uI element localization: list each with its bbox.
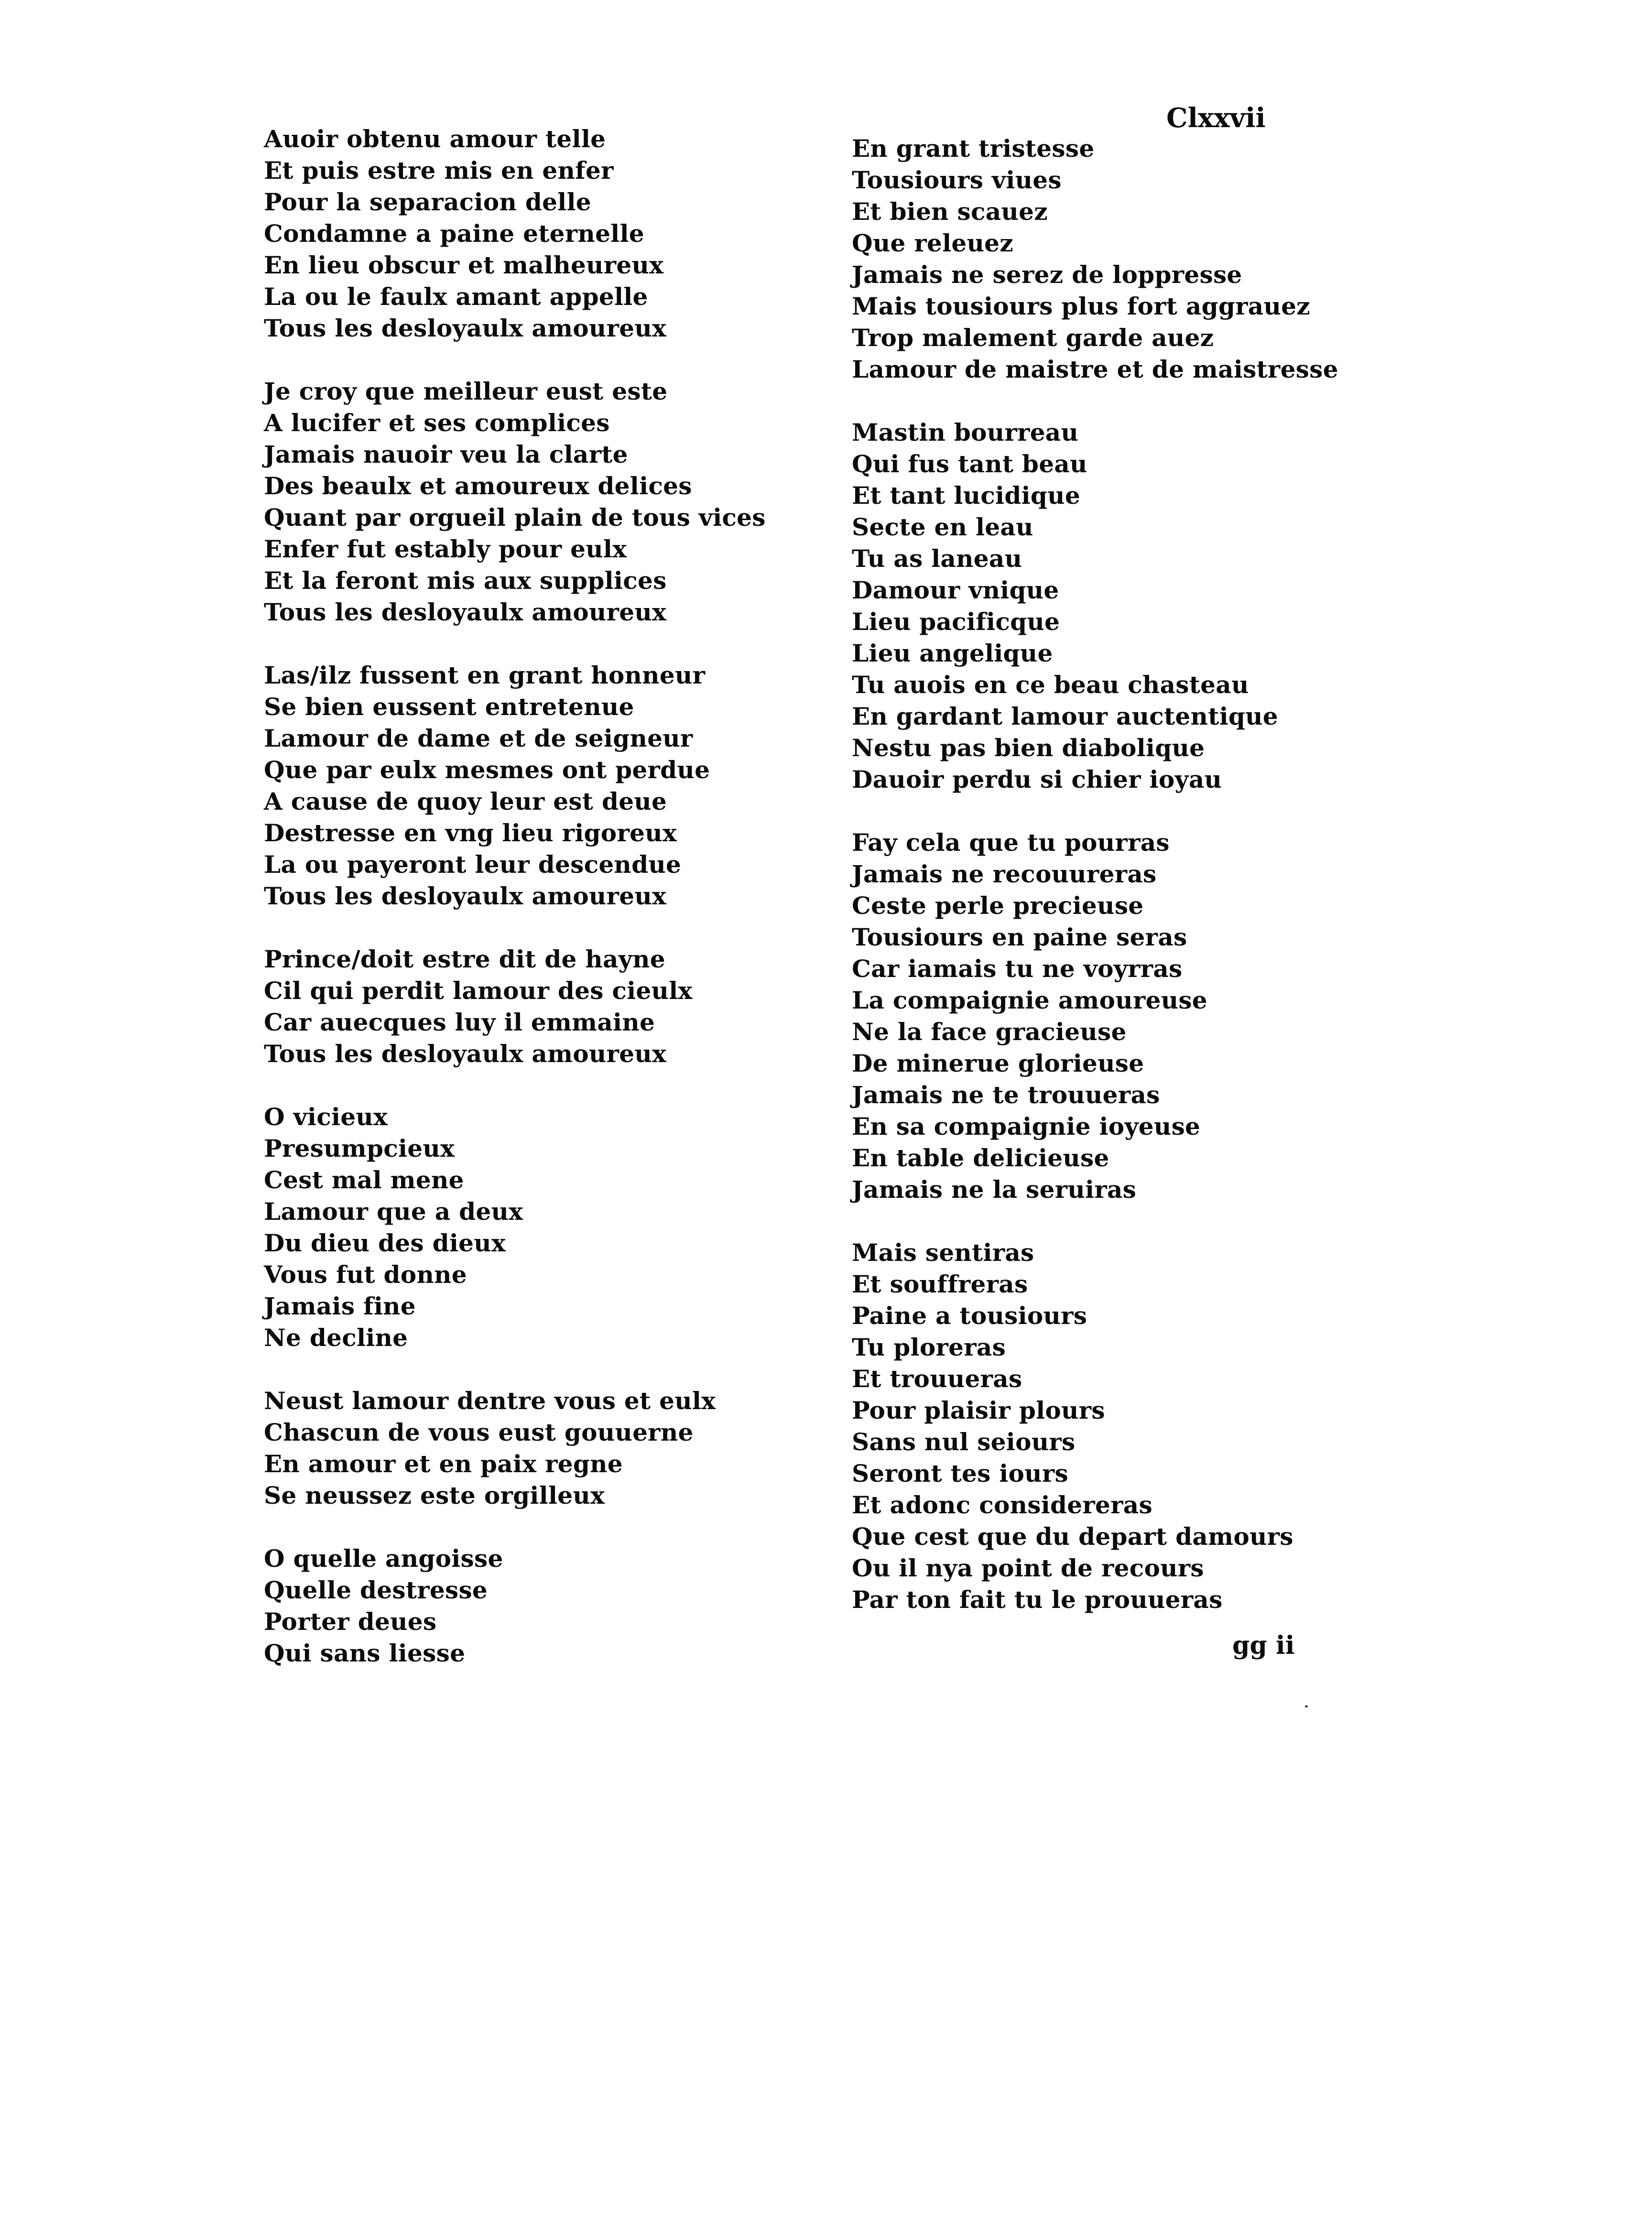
verse-line: Cest mal mene [264,1166,464,1194]
verse-line: Chascun de vous eust gouuerne [264,1418,694,1446]
verse-line: Jamais fine [264,1292,416,1320]
verse-line: Jamais ne serez de loppresse [852,261,1242,289]
verse-line: Jamais ne la seruiras [852,1175,1137,1204]
verse-line: Pour plaisir plours [852,1396,1105,1424]
verse-line: Tousiours en paine seras [852,923,1187,951]
stanza [264,944,814,1070]
stanza [852,417,1339,795]
verse-line: Enfer fut estably pour eulx [264,535,627,563]
stanza [264,1385,814,1511]
verse-line: Se neussez este orgilleux [264,1481,605,1509]
verse-line: Trop malement garde auez [852,324,1214,352]
verse-line: O vicieux [264,1103,388,1131]
verse-line: Ceste perle precieuse [852,891,1144,920]
stanza [852,1237,1339,1616]
stanza [264,123,814,344]
verse-line: Que par eulx mesmes ont perdue [264,756,710,784]
verse-line: Jamais ne recouureras [852,860,1157,888]
verse-line: Ne la face gracieuse [852,1018,1127,1046]
verse-line: Las/ilz fussent en grant honneur [264,661,706,689]
verse-line: Car iamais tu ne voyrras [852,955,1183,983]
verse-line: Jamais nauoir veu la clarte [264,440,628,468]
verse-line: En grant tristesse [852,134,1095,163]
verse-line: Tous les desloyaulx amoureux [264,882,667,910]
verse-line: Tousiours viues [852,166,1062,194]
verse-line: Damour vnique [852,576,1059,604]
verse-line: Tu as laneau [852,544,1022,573]
verse-line: Que releuez [852,229,1013,257]
verse-line: Auoir obtenu amour telle [264,125,606,153]
verse-line: Tu auois en ce beau chasteau [852,671,1249,699]
verse-line: En table delicieuse [852,1144,1109,1172]
verse-line: Que cest que du depart damours [852,1522,1293,1551]
verse-line: En gardant lamour auctentique [852,702,1278,730]
verse-line: Mais sentiras [852,1238,1034,1267]
verse-line: Se bien eussent entretenue [264,693,634,721]
verse-line: Lieu pacificque [852,608,1060,636]
stanza [264,1543,814,1669]
verse-line: Cil qui perdit lamour des cieulx [264,977,693,1005]
verse-line: Secte en leau [852,513,1033,541]
verse-line: Tous les desloyaulx amoureux [264,314,667,342]
verse-line: De minerue glorieuse [852,1049,1144,1077]
ink-speck [1305,1705,1308,1707]
verse-line: La compaignie amoureuse [852,986,1207,1014]
verse-line: Porter deues [264,1607,437,1636]
stanza [852,827,1339,1205]
right-column [852,133,1339,1647]
verse-line: Car auecques luy il emmaine [264,1008,655,1036]
verse-line: Nestu pas bien diabolique [852,734,1205,762]
verse-line: Vous fut donne [264,1260,467,1289]
verse-line: En sa compaignie ioyeuse [852,1112,1201,1140]
verse-line: Et bien scauez [852,197,1048,226]
verse-line: A lucifer et ses complices [264,409,610,437]
verse-line: En lieu obscur et malheureux [264,251,664,279]
verse-line: Mastin bourreau [852,418,1079,446]
verse-line: Quant par orgueil plain de tous vices [264,503,766,532]
verse-line: Par ton fait tu le prouueras [852,1585,1223,1614]
verse-line: Du dieu des dieux [264,1229,506,1257]
verse-line: Et souffreras [852,1270,1028,1298]
verse-line: Lamour de maistre et de maistresse [852,355,1338,383]
verse-line: Qui fus tant beau [852,450,1087,478]
verse-line: Condamne a paine eternelle [264,219,644,248]
verse-line: Sans nul seiours [852,1428,1076,1456]
verse-line: La ou le faulx amant appelle [264,282,648,311]
verse-line: A cause de quoy leur est deue [264,787,667,815]
verse-line: Seront tes iours [852,1459,1068,1487]
verse-line: Dauoir perdu si chier ioyau [852,765,1222,793]
verse-line: Et trouueras [852,1365,1022,1393]
verse-line: Des beaulx et amoureux delices [264,472,692,500]
verse-line: Lamour que a deux [264,1197,523,1226]
verse-line: Qui sans liesse [264,1639,466,1667]
verse-line: Tous les desloyaulx amoureux [264,598,667,626]
verse-line: Fay cela que tu pourras [852,828,1170,857]
stanza [264,376,814,628]
verse-line: Pour la separacion delle [264,188,591,216]
verse-line: Presumpcieux [264,1134,455,1162]
verse-line: O quelle angoisse [264,1544,503,1573]
stanza [264,660,814,912]
verse-line: Et puis estre mis en enfer [264,156,614,185]
verse-line: Lamour de dame et de seigneur [264,724,693,752]
verse-line: Et la feront mis aux supplices [264,566,667,595]
verse-line: En amour et en paix regne [264,1450,623,1478]
signature-mark: gg ii [1232,1631,1295,1660]
verse-line: Lieu angelique [852,639,1053,667]
verse-line: Destresse en vng lieu rigoreux [264,819,677,847]
verse-line: Neust lamour dentre vous et eulx [264,1387,716,1415]
verse-line: Prince/doit estre dit de hayne [264,945,665,973]
verse-line: Quelle destresse [264,1576,488,1604]
verse-line: Et adonc considereras [852,1491,1152,1519]
verse-line: Ne decline [264,1324,408,1352]
verse-line: Ou il nya point de recours [852,1554,1204,1582]
left-column [264,123,814,1701]
stanza [852,133,1339,385]
stanza [264,1101,814,1354]
verse-line: Mais tousiours plus fort aggrauez [852,292,1310,320]
verse-line: Tous les desloyaulx amoureux [264,1040,667,1068]
verse-line: Tu ploreras [852,1333,1006,1361]
verse-line: Paine a tousiours [852,1302,1087,1330]
folio-number: Clxxvii [1166,102,1266,134]
verse-line: Jamais ne te trouueras [852,1081,1160,1109]
verse-line: Je croy que meilleur eust este [264,377,668,405]
verse-line: La ou payeront leur descendue [264,850,682,879]
verse-line: Et tant lucidique [852,481,1080,510]
